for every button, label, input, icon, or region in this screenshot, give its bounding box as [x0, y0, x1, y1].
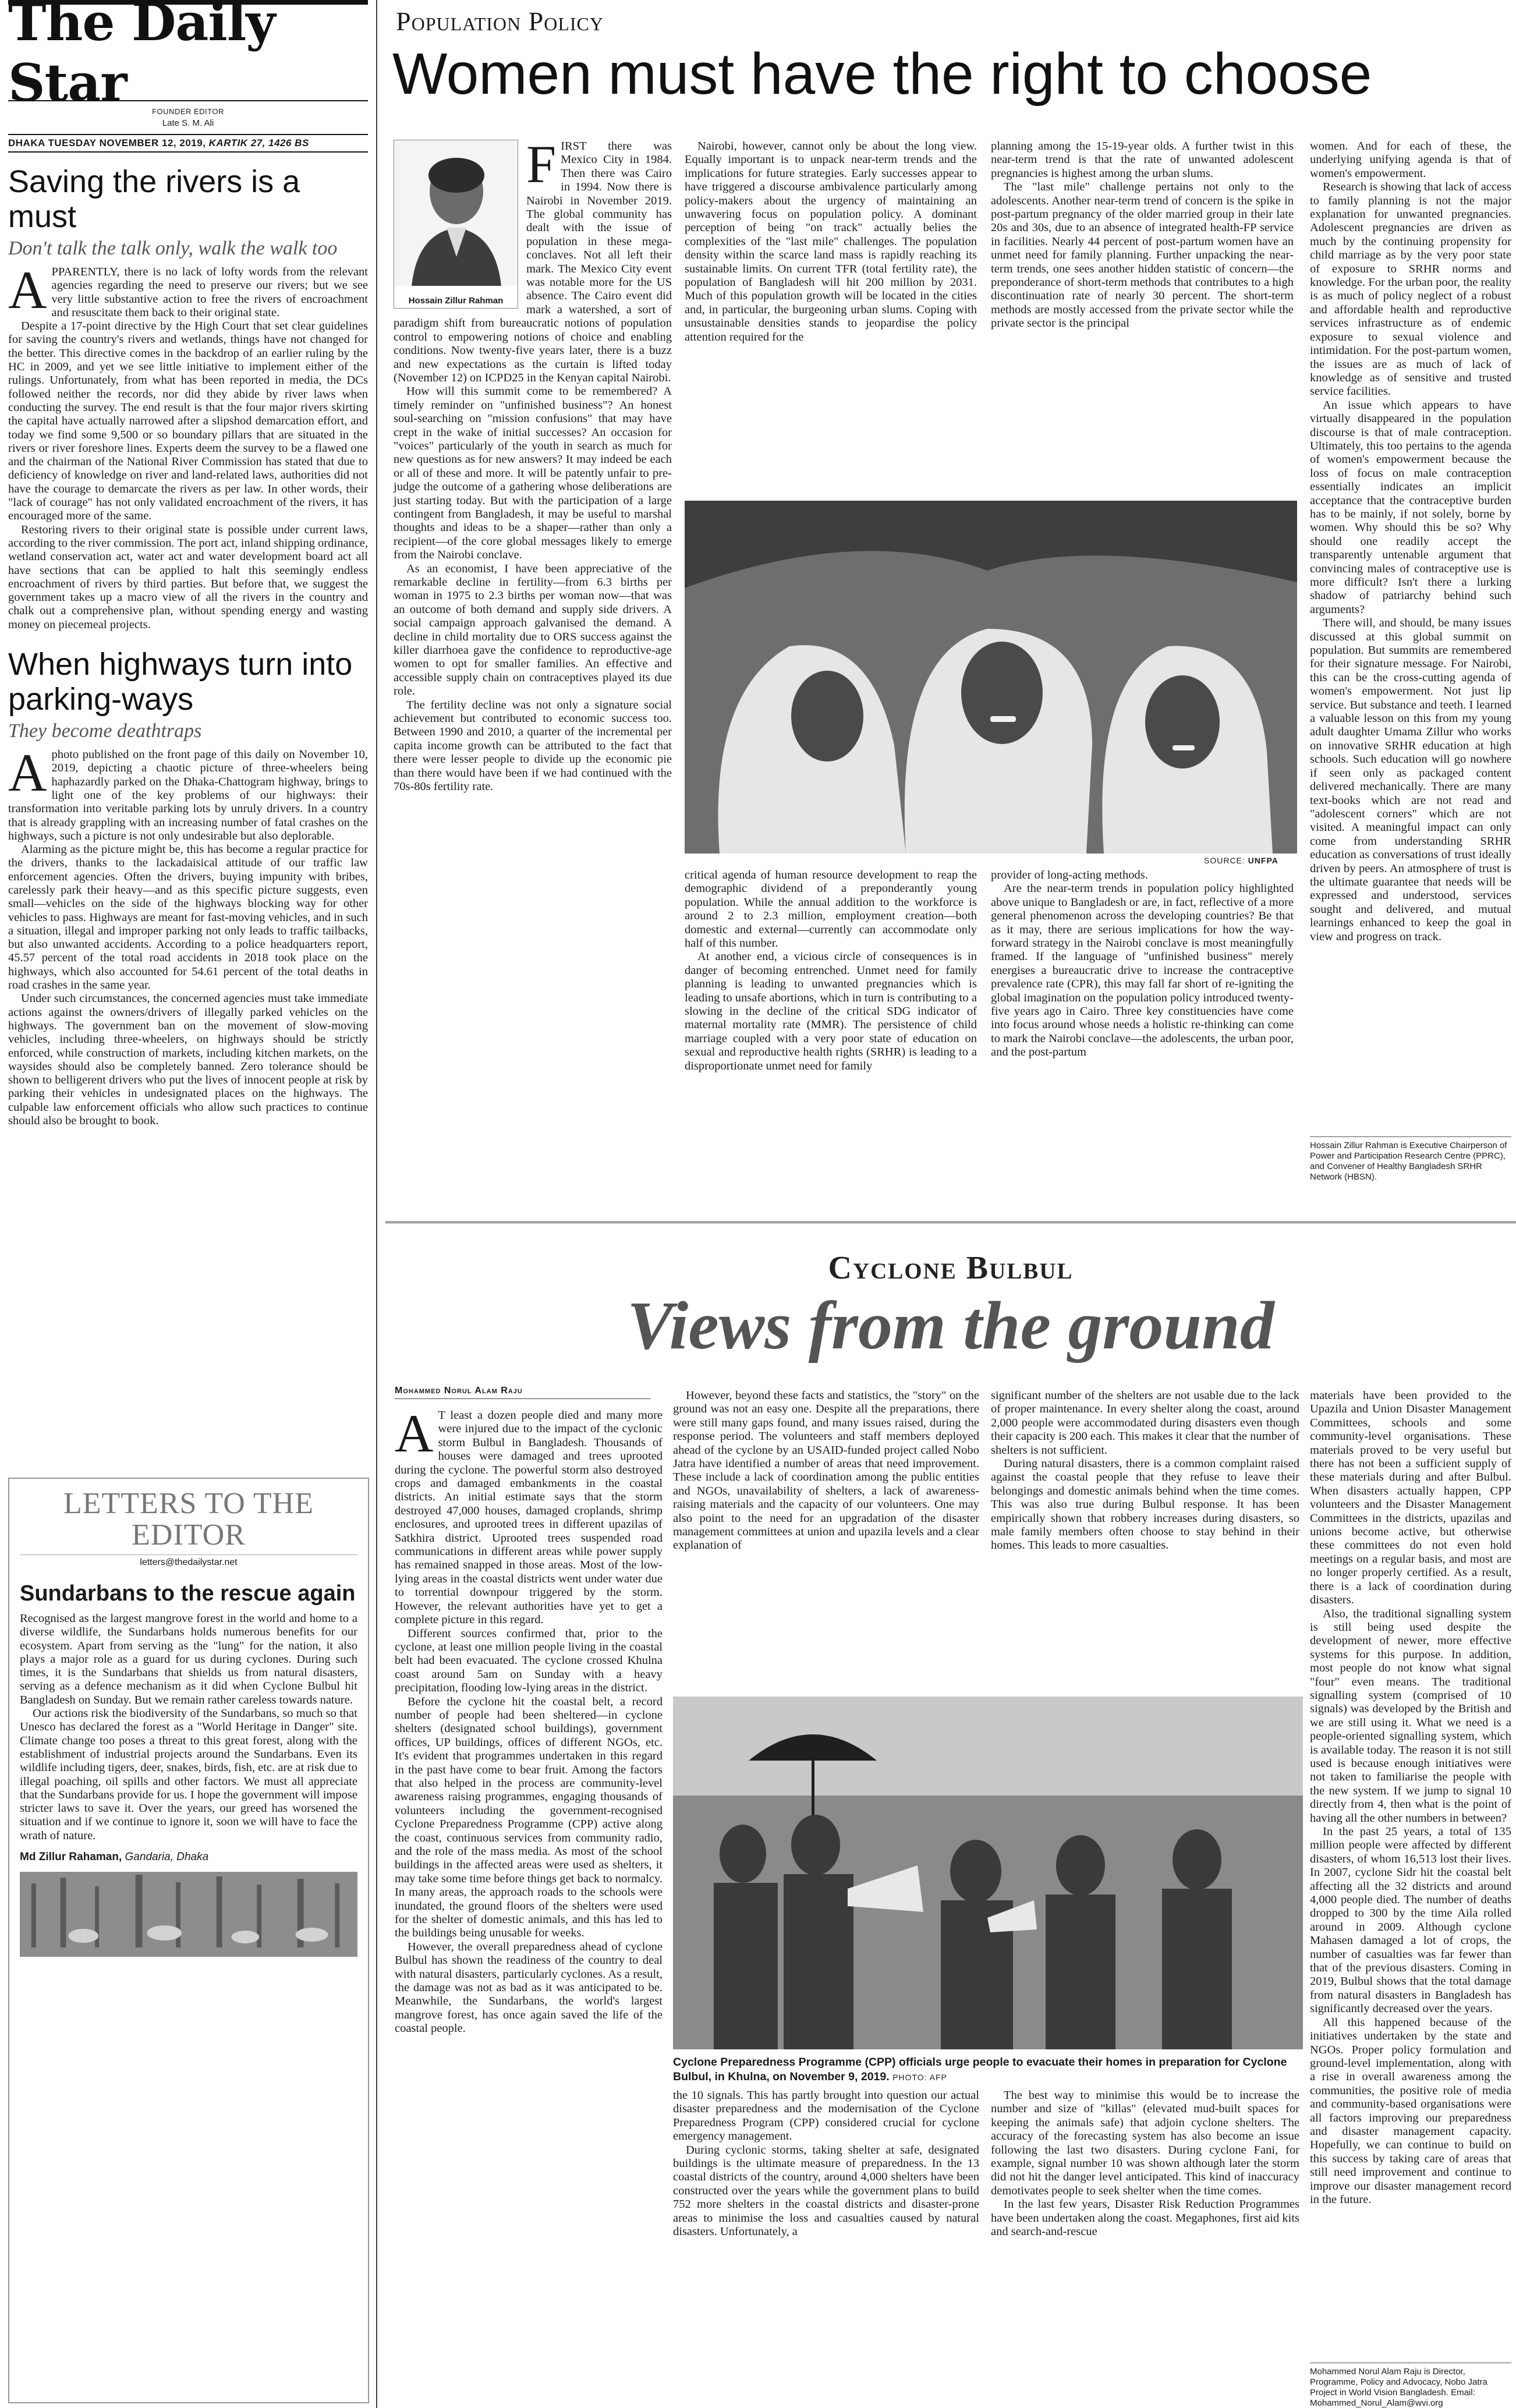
- cpp-photo-caption: [673, 2055, 1303, 2085]
- letter-body: [20, 1612, 357, 1843]
- cpp-photo-illustration-icon: [673, 1697, 1303, 2049]
- article-2-para: The best way to minimise this would be to increase the number and size of "killas" (elevated mud-built spaces for keeping the animals safe) that adjoin cyclone shelters. The accuracy of the forecasting system has also become an issue following the last two disasters. During cyclone Fani, for example, signal number 10 was shown although later the storm did not hit the danger level anticipated. This kind of inaccuracy demotivates people to seek shelter when the time comes.: [991, 2089, 1299, 2197]
- article-2-para: In the last few years, Disaster Risk Reduction Programmes have been undertaken along the coast. Megaphones, first aid kits and search-and-rescue: [991, 2198, 1299, 2239]
- article-2-column-1: [395, 1404, 663, 2036]
- editorial-2-body: [8, 743, 368, 1128]
- founder-label: FOUNDER EDITOR: [152, 107, 224, 116]
- article-2-para: Before the cyclone hit the coastal belt, a record number of people had been sheltered—in cyclone shelters (designated school buildings), government offices, UP buildings, offices of different NGOs, etc. It's evident that programmes undertaken in this regard in the past have come to bear fruit. Among the factors that also helped in the process are community-level awareness raising programmes, engaging thousands of volunteers including the government-recognised Cyclone Preparedness Programme (CPP) active along the coast, continuous services from community radio, and the role of the mass media. As most of the school buildings in the affected areas were used as shelters, it may take some time before things get back to normalcy. In many areas, the approach roads to the schools were inundated, the ground floors of the shelters were used for the shelter of domestic animals, and this has led to the buildings being unusable for weeks.: [395, 1695, 663, 1940]
- letter-signature-name: Md Zillur Rahaman,: [20, 1851, 122, 1864]
- article-1-column-3-top: [991, 140, 1294, 331]
- cpp-photo: [673, 1697, 1303, 2049]
- article-1-para: Are the near-term trends in population policy highlighted above unique to Bangladesh or are, in fact, reflective of a more general phenomenon across the developing countries? Be that as it may, there are serious implications for how the way-forward strategy in the Nairobi conclave is most meaningfully framed. If the language of "unfinished business" merely energises a bureaucratic drive to increase the contraceptive prevalence rate (CPR), this may fall far short of re-igniting the global imagination on the population policy introduced twenty-five years ago in Cairo. Three key constituencies have come into focus around whose needs a holistic re-thinking can come to mark the Nairobi conclave—the adolescents, the urban poor, and the post-partum: [991, 882, 1294, 1059]
- photo-credit-label: SOURCE:: [1204, 856, 1245, 865]
- dropcap: F: [526, 134, 557, 194]
- editorial-1-para: APPARENTLY, there is no lack of lofty words from the relevant agencies regarding the need to preserve our rivers; but we see very little substantive action to free the rivers of encroachment and resuscitate them back to their original state.: [8, 260, 368, 320]
- article-2-para: In the past 25 years, a total of 135 million people were affected by different disasters, of whom 16,513 lost their lives. In 2007, cyclone Sidr hit the coastal belt affecting all the 32 districts and around 4,000 people died. The number of deaths dropped to 300 by the time Aila rolled around in 2009. Although cyclone Mahasen damaged a lot of crops, the number of casualties was far fewer than that of the previous disasters. Coming in 2019, Bulbul shows that the total damage from natural disasters in Bangladesh has significantly decreased over the years.: [1310, 1825, 1511, 2016]
- letters-email[interactable]: letters@thedailystar.net: [20, 1554, 357, 1568]
- dropcap: A: [395, 1404, 434, 1463]
- dateline: [8, 134, 368, 153]
- editorial-1-deck: Don't talk the talk only, walk the walk too: [8, 238, 338, 259]
- article-2-para: Also, the traditional signalling system is still being used despite the development of newer, more effective systems for this purpose. In addition, most people do not know what signal "four" even means. The traditional signalling system (comprised of 10 signals) was developed by the British and we are still using it. What we need is a people-oriented signalling system, which is available today. The reason it is not still used is because enough initiatives were not taken to familiarise the people with the new system. If we jump to signal 10 directly from 4, then what is the point of having all the other numbers in between?: [1310, 1607, 1511, 1825]
- sundarbans-photo: [20, 1872, 357, 1957]
- author-2-bio: Mohammed Norul Alam Raju is Director, Programme, Policy and Advocacy, Nobo Jatra Project in World Vision Bangladesh. Email: Mohammed_Norul_Alam@wvi.org: [1310, 2363, 1511, 2408]
- editorial-2-para: Under such circumstances, the concerned agencies must take immediate actions against the owners/drivers of illegally parked vehicles on the highways. The government ban on the movement of slow-moving vehicles, including three-wheelers, on highways should be strictly enforced, while construction of markets, including kitchen markets, on the waysides should also be completely banned. Zero tolerance should be shown to belligerent drivers who put the lives of innocent people at risk by parking their vehicles in undesignated places on the highways. The culpable law enforcement officials who allow such practices to continue should also be brought to book.: [8, 992, 368, 1128]
- article-1-para: FIRST there was Mexico City in 1984. Then there was Cairo in 1994. Now there is Nairobi in November 2019. The global community has dealt with the issue of population in these mega-conclaves. Not all left their mark. The Mexico City event was notable more for the US absence. The Cairo event did mark a watershed, a sort of paradigm shift from bureaucratic notions of population control to empowering notions of choice and enabling conditions. Now twenty-five years later, there is a buzz and new expectations as the curtain is lifted today (November 12) on ICPD25 in the Kenyan capital Nairobi.: [394, 134, 672, 384]
- article-1-para: At another end, a vicious circle of consequences is in danger of becoming entrenched. Unmet need for family planning is leading to unwanted pregnancies which is leading to unsafe abortions, which in turn is contributing to a slowing in the decline of the critical SDG indicator of maternal mortality rate (MMR). The persistence of child marriage coupled with a very poor state of education on sexual and reproductive health rights (SRHR) is leading to a disproportionate unmet need for family: [685, 950, 977, 1072]
- editorial-2-deck: They become deathtraps: [8, 720, 202, 742]
- author-photo: [394, 140, 518, 309]
- section-divider: [385, 1221, 1516, 1223]
- caption-text: Cyclone Preparedness Programme (CPP) officials urge people to evacuate their homes in preparation for Cyclone Bulbul, in Khulna, on November 9, 2019.: [673, 2056, 1287, 2083]
- editorial-2-para: Alarming as the picture might be, this has become a regular practice for the drivers, thanks to the lackadaisical attitude of our traffic law enforcement agencies. Often the drivers, buying impunity with bribes, carelessly park their heavy—and as this specific picture suggests, even small—vehicles on the side of the highways blocking way for other vehicles to pass. Highways are meant for fast-moving vehicles, and in such a situation, illegal and improper parking not only leads to traffic tailbacks, but also unwanted accidents. According to a police headquarters report, 45.57 percent of the total road accidents in 2018 took place on the highways, which also accounted for 54.61 percent of the total deaths in road crashes in the same year.: [8, 843, 368, 992]
- article-1-para: As an economist, I have been appreciative of the remarkable decline in fertility—from 6.3 births per woman in 1975 to 2.3 births per woman now—that was an outcome of both demand and supply side drivers. A social campaign approach galvanised the demand. A decline in child mortality due to ORS success against the killer diarrhoea gave the confidence to reproductive-age women to opt for smaller families. An effective and accessible supply chain on contraceptives played its due role.: [394, 562, 672, 698]
- article-1-para: How will this summit come to be remembered? A timely reminder on "unfinished business"? An honest soul-searching on "mission confusions" that may have crept in the wake of initial successes? An occasion for "voices" particularly of the youth in search as much for new questions as for new answers? It may indeed be each or all of these and more. It will be patently unfair to pre-judge the outcome of a gathering whose deliberations are just starting today. But with the participation of a large contingent from Bangladesh, it may be useful to marshal thoughts and ideas to be a shaper—rather than only a recipient—of the core global messages likely to emerge from the Nairobi conclave.: [394, 385, 672, 562]
- newspaper-logo[interactable]: The Daily Star: [8, 0, 275, 113]
- editorial-1-body: [8, 260, 368, 632]
- editorial-2-title: When highways turn into parking-ways: [8, 647, 353, 717]
- photo-credit-source: UNFPA: [1248, 856, 1278, 865]
- letters-section: [8, 1478, 369, 2403]
- article-1-para: planning among the 15-19-year olds. A further twist in this near-term trend is that the rate of unwanted adolescent pregnancies is highest among the urban slums.: [991, 140, 1294, 180]
- article-1-kicker: Population Policy: [396, 6, 604, 36]
- forest-illustration-icon: [20, 1872, 357, 1957]
- article-1-column-3-bottom: [991, 869, 1294, 1060]
- article-2-para: During cyclonic storms, taking shelter at safe, designated buildings is the ultimate measure of preparedness. In the 13 coastal districts of the country, around 4,000 shelters have been constructed over the years while the government plans to build 752 more shelters in the coastal districts and disaster-prone areas to minimise the loss and casualties caused by natural disasters. Unfortunately, a: [673, 2143, 979, 2239]
- article-2-column-4: [1310, 1389, 1511, 2207]
- date-bangla: KARTIK 27, 1426 BS: [208, 137, 309, 148]
- article-2-para: During natural disasters, there is a common complaint raised against the coastal people that they refuse to leave their belongings and domestic animals behind when the time comes. This was also true during Bulbul response. It has been empirically shown that robbery increases during disasters, so male family members often choose to stay behind in their homes. This leads to more casualties.: [991, 1457, 1299, 1552]
- article-2-column-2-top: [673, 1389, 979, 1553]
- dropcap: A: [8, 260, 47, 320]
- article-1-column-2-bottom: [685, 869, 977, 1073]
- letters-header: LETTERS TO THE EDITOR: [63, 1487, 314, 1552]
- date-text: DHAKA TUESDAY NOVEMBER 12, 2019,: [8, 137, 206, 148]
- article-2-byline: Mohammed Norul Alam Raju: [395, 1386, 651, 1399]
- article-1-headline[interactable]: Women must have the right to choose: [392, 41, 1372, 107]
- editorial-2-para: A photo published on the front page of this daily on November 10, 2019, depicting a chaotic picture of three-wheelers being haphazardly parked on the Dhaka-Chattogram highway, brings to light one of the key problems of our highways: their transformation into veritable parking lots by unruly drivers. In a country that is already grappling with an increasing number of fatal crashes on the highways, such a picture is not only undesirable but also deplorable.: [8, 743, 368, 842]
- article-1-para: provider of long-acting methods.: [991, 869, 1148, 881]
- article-1-para: critical agenda of human resource development to reap the demographic dividend of a preponderantly young population. While the annual addition to the workforce is around 2 to 2.3 million, employment creation—both domestic and external—currently can accommodate only half of this number.: [685, 869, 977, 950]
- article-2-para: However, beyond these facts and statistics, the "story" on the ground was not an easy one. Despite all the preparations, there were still many gaps found, and many issues raised, during the response period. The volunteers and staff members deployed ahead of the cyclone by an USAID-funded project called Nobo Jatra have identified a number of areas that need improvement. These include a lack of coordination among the public entities and NGOs, unavailability of shelters, a lack of awareness-raising materials and the capacity of our volunteers. One may also point to the need for an upgradation of the disaster management committees at union and upazila levels and a clear explanation of: [673, 1389, 979, 1552]
- letter-signature-place: Gandaria, Dhaka: [125, 1851, 209, 1864]
- editorial-1-para: Restoring rivers to their original state is possible under current laws, according to the river commission. The port act, inland shipping ordinance, wetland conservation act, water act and water development board act all have sections that can be applied to halt this seemingly endless encroachment of rivers by third parties. But before that, we suggest the government takes up a macro view of all the rivers in the country and chalk out a comprehensive plan, without spending energy and wasting money on piecemeal projects.: [8, 523, 368, 631]
- article-2-para: the 10 signals. This has partly brought into question our actual disaster preparedness and the modernisation of the Cyclone Preparedness Program (CPP) considered crucial for cyclone emergency management.: [673, 2089, 979, 2143]
- author-bio: Hossain Zillur Rahman is Executive Chairperson of Power and Participation Research Centre (PPRC), and Convener of Healthy Bangladesh SRHR Network (HBSN).: [1310, 1136, 1511, 1182]
- article-1-para: Nairobi, however, cannot only be about the long view. Equally important is to unpack near-term trends and the implications for future strategies. Early successes appear to have triggered a discourse ambivalence particularly among policy-makers about the urgency of maintaining an unwavering focus on population policy. A dominant perception of being "on track" actually belies the complexities of the "last mile" challenges. The population density within the scarce land mass is rapidly reaching its sustainable limits. On current TFR (total fertility rate), the population of Bangladesh will hit 200 million by 2031. Much of this population growth will be located in the cities and, in particular, the burgeoning urban slums. Coping with unsustainable densities stands to jeopardise the policy attention required for the: [685, 140, 977, 344]
- editorial-1-title: Saving the rivers is a must: [8, 164, 300, 234]
- photo-credit: [1204, 856, 1278, 865]
- author-name: Hossain Zillur Rahman: [408, 296, 504, 306]
- article-1-para: The fertility decline was not only a signature social achievement but contributed to economic success too. Between 1990 and 2010, a quarter of the incremental per capita income growth can be attributed to the fact that there were lesser people to divide up the economic pie than there would have been if we had continued with the 70s-80s fertility rate.: [394, 698, 672, 794]
- letter-para: Our actions risk the biodiversity of the Sundarbans, so much so that Unesco has declared the forest as a "World Heritage in Danger" site. Climate change too poses a threat to this great forest, along with the establishment of industrial projects around the Sundarbans. Even its wildlife including tigers, deer, snakes, birds, fish, etc. are at risk due to illegal poaching, oil spills and other factors. We must all appreciate that the Sundarbans provide for us. I hope the government will impose stricter laws to save it. Over the years, our greed has worsened the situation and if we continue to ignore it, soon we will have to face the wrath of nature.: [20, 1707, 357, 1842]
- main-area: [385, 0, 1516, 2408]
- article-1-column-2-top: [685, 140, 977, 344]
- article-2-para: materials have been provided to the Upazila and Union Disaster Management Committees, schools and some community-level organisations. These materials proved to be very useful but there has not been a sufficient supply of these materials during and after Bulbul. When disasters actually happen, CPP volunteers and the Disaster Management Committees in the districts, upazilas and unions become active, but otherwise these committees do not even hold meetings on a regular basis, and most are no longer properly certified. As a result, there is a lack of coordination during disasters.: [1310, 1389, 1511, 1607]
- article-1-para: An issue which appears to have virtually disappeared in the population discourse is that of male contraception. Ultimately, this too pertains to the agenda of women's empowerment because the loss of focus on male contraception essentially indicates an implicit acceptance that the contraceptive burden has to be mainly, if not solely, borne by women. Why should this be so? Why should one readily accept the transparently untenable argument that convincing males of contraceptive use is more difficult? Isn't there a lurking shadow of patriarchy behind such arguments?: [1310, 398, 1511, 616]
- dropcap: A: [8, 743, 47, 803]
- article-2-para: However, the overall preparedness ahead of cyclone Bulbul has shown the readiness of the country to deal with natural disasters, particularly cyclones. As a result, the damage was not as bad as it was anticipated to be. Meanwhile, the Sundarbans, the world's largest mangrove forest, has once again saved the life of the coastal people.: [395, 1940, 663, 2035]
- article-1-column-1: [394, 134, 672, 794]
- women-photo: [685, 501, 1297, 854]
- article-2-kicker: Cyclone Bulbul: [828, 1250, 1074, 1286]
- editorial-1-para: Despite a 17-point directive by the High Court that set clear guidelines for saving the country's rivers and wetlands, things have not changed for the better. This directive comes in the backdrop of an earlier ruling by the HC in 2009, and yet we see little initiative to implement either of the rulings. Unfortunately, from what has been reported in media, the DCs followed neither the records, nor did they abide by river laws when conducting the survey. The end result is that the four major rivers skirting the capital have actually narrowed after a slipshod demarcation effort, and today we find some 9,500 or so boundary pillars that are situated in the rivers or river foreshore lines. Experts deem the survey to be a flawed one and the chairman of the National River Commission has stated that due to deficiency of knowledge on river and land-related laws, authorities did not have the courage to demarcate the rivers as per law. In other words, their "lack of courage" has not only validated encroachment of the rivers, it has encouraged more of the same.: [8, 320, 368, 523]
- article-2-headline[interactable]: Views from the ground: [627, 1287, 1274, 1364]
- editorial-column: [0, 0, 377, 2408]
- article-2-para: A T least a dozen people died and many more were injured due to the impact of the cyclonic storm Bulbul in Bangladesh. Thousands of houses were damaged and trees uprooted during the cyclone. The powerful storm also destroyed crops and damaged embankments in the coastal districts. An initial estimate says that the storm destroyed 47,000 houses, damaged croplands, shrimp enclosures, and uprooted trees in different upazilas of Satkhira district. Uprooted trees suspended road communications in different areas while power supply has remained snapped in those areas. Most of the low-lying areas in the coastal districts went under water due to torrential downpour triggered by the storm. However, the relevant authorities have yet to get a complete picture in this regard.: [395, 1404, 663, 1627]
- article-2-column-3-bottom: [991, 2089, 1299, 2239]
- article-2-para: significant number of the shelters are not usable due to the lack of proper maintenance. In every shelter along the coast, around 2,000 people were accommodated during disasters even though their capacity is 200 each. This makes it clear that the number of shelters is not sufficient.: [991, 1389, 1299, 1457]
- article-1-para: Research is showing that lack of access to family planning is not the major explanation for unwanted pregnancies. Adolescent pregnancies are driven as much by the continuing propensity for child marriage as by the very poor state of exposure to SRHR norms and knowledge. For the urban poor, the reality is as much of policy neglect of a robust and affordable health and reproductive services infrastructure as of endemic exposure to sexual violence and intimidation. For the post-partum women, the issues are as much of lack of knowledge as of sensitive and trusted service facilities.: [1310, 180, 1511, 398]
- women-photo-illustration-icon: [685, 501, 1297, 854]
- article-2-para: Different sources confirmed that, prior to the cyclone, at least one million people living in the coastal belt had been evacuated. The cyclone crossed Khulna coast around 5am on Sunday with a heavy precipitation, flooding low-lying areas in the district.: [395, 1627, 663, 1695]
- caption-credit: PHOTO: AFP: [892, 2073, 947, 2082]
- article-1-para: There will, and should, be many issues discussed at this global summit on population. But summits are remembered for their signature message. For Nairobi, this can be the cross-cutting agenda of women's empowerment. Not just lip service. But substance and teeth. I learned a valuable lesson on this from my young adult daughter Umama Zillur who works on innovative SRHR education at high schools. Such education will go nowhere if seen only as packaged content delivered mechanically. There are many text-books which are not read and "adolescent corners" which are not visited. A meaningful impact can only come from understanding SRHR education as conversations of trust ideally driven by peers. An atmosphere of trust is the ultimate guarantee that needs will be expressed and understood, services sought and delivered, and mutual learnings enhanced to keep the goal in view and progress on track.: [1310, 617, 1511, 943]
- article-2-column-2-bottom: [673, 2089, 979, 2239]
- article-1-para: The "last mile" challenge pertains not only to the adolescents. Another near-term trend of concern is the spike in post-partum pregnancy of the older married group in their late 20s and 30s, due to an absence of integrated health-FP service in facilities. Nearly 44 percent of post-partum women have an unmet need for family planning. Further unpacking the near-term trends, one sees another hidden statistic of concern—the preponderance of short-term methods that contributes to a high discontinuation rate of nearly 30 percent. The short-term methods are mostly accessed from the private sector while the private sector is the principal: [991, 180, 1294, 330]
- letter-title: Sundarbans to the rescue again: [20, 1581, 356, 1606]
- article-2-column-3-top: [991, 1389, 1299, 1553]
- author-portrait-icon: [394, 140, 518, 286]
- founder-name: Late S. M. Ali: [162, 118, 214, 128]
- article-1-para: women. And for each of these, the underlying unifying agenda is that of women's empowerment.: [1310, 140, 1511, 180]
- letter-signature: [20, 1851, 357, 1864]
- letter-para: Recognised as the largest mangrove forest in the world and home to a diverse wildlife, the Sundarbans holds numerous benefits for our ecosystem. Apart from serving as the "lung" for the nation, it also plays a major role as a guard for us during cyclones. During such times, it is the Sundarbans that shields us from natural disasters, serving as a defence mechanism as it did when Cyclone Bulbul hit Bangladesh on Sunday. But we remain rather careless towards nature.: [20, 1612, 357, 1706]
- article-1-column-4: [1310, 140, 1511, 944]
- article-2-para: All this happened because of the initiatives undertaken by the state and NGOs. Proper policy formulation and ground-level implementation, along with a rise in overall awareness among the communities, the positive role of media and community-based organisations were all factors improving our preparedness and disaster management capacity. Hopefully, we can continue to build on this success by taking care of areas that still need improvement and continue to improve our disaster management record in the future.: [1310, 2016, 1511, 2206]
